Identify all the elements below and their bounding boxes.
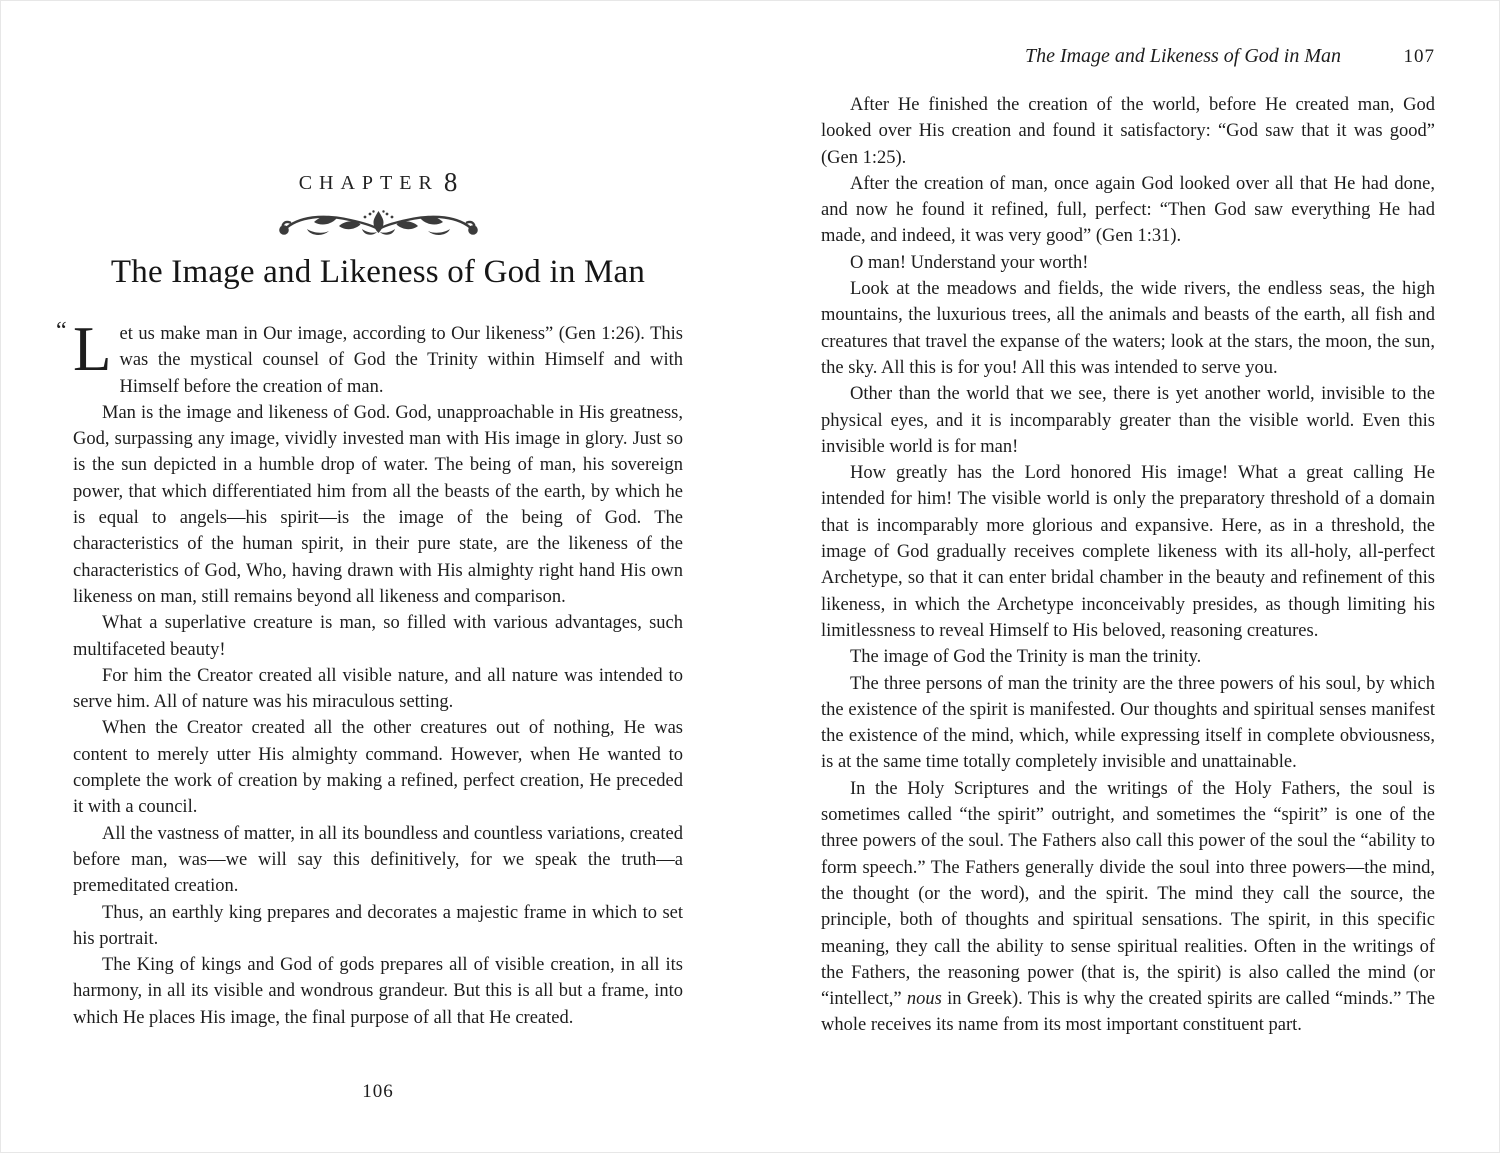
chapter-number: 8	[443, 167, 458, 197]
paragraph: How greatly has the Lord honored His image! What a great calling He intended for him! The visible world is only the preparatory threshold of a domain that is incomparably more glorious and expansive. Here, as in a threshold, the image of God gradually receives complete likeness with its all-holy, all-perfect Archetype, so that it can enter bridal chamber in the beauty and refinement of this likeness, in which the Archetype inconceivably presides, as though limiting his limitlessness to reveal Himself to His beloved, reasoning creatures.	[821, 463, 1435, 641]
paragraph: After the creation of man, once again God looked over all that He had done, and now he found it refined, full, perfect: “Then God saw everything He had made, and indeed, it was very good” (Gen 1:31).	[821, 173, 1435, 247]
chapter-label: CHAPTER	[298, 172, 439, 194]
page-right-body	[821, 92, 1435, 1039]
running-header	[821, 45, 1435, 72]
paragraph: For him the Creator created all visible nature, and all nature was intended to serve him. All of nature was his miraculous setting.	[73, 665, 683, 713]
paragraph: The three persons of man the trinity are the three powers of his soul, by which the existence of the spirit is manifested. Our thoughts and spiritual senses manifest the existence of the mind, which, while expressing itself in complete obviousness, is at the same time totally completely invisible and unattainable.	[821, 673, 1435, 773]
paragraph: Look at the meadows and fields, the wide rivers, the endless seas, the high mountains, the luxurious trees, all the animals and beasts of the earth, all fish and creatures that travel the expanse of the waters; look at the stars, the moon, the sun, the sky. All this is for you! All this was intended to serve you.	[821, 279, 1435, 378]
page-number-left: 106	[362, 1081, 394, 1102]
paragraph: The King of kings and God of gods prepares all of visible creation, in all its harmony, in all its visible and wondrous grandeur. But this is all but a frame, into which He places His image, the final purpose of all that He created.	[73, 955, 683, 1028]
running-header-title: The Image and Likeness of God in Man	[1024, 45, 1342, 67]
paragraph: O man! Understand your worth!	[850, 252, 1089, 273]
paragraph: After He finished the creation of the world, before He created man, God looked over His creation and found it satisfactory: “God saw that it was good” (Gen 1:25).	[821, 95, 1435, 168]
chapter-heading	[73, 167, 683, 198]
paragraph: When the Creator created all the other creatures out of nothing, He was content to merely utter His almighty command. However, when He wanted to complete the work of creation by making a refined, perfect creation, He preceded it with a council.	[73, 718, 683, 818]
page-number-right: 107	[1403, 46, 1435, 67]
paragraph: Man is the image and likeness of God. God, unapproachable in His greatness, God, surpassing any image, vividly invested man with His image in glory. Just so is the sun depicted in a humble drop of water. The being of man, his sovereign power, that which differentiated him from all the beasts of the earth, by which he is equal to angels—his spirit—is the image of the being of God. The characteristics of the human spirit, in their pure state, are the likeness of the characteristics of God, Who, having drawn with His almighty right hand His own likeness on man, still remains beyond all likeness and comparison.	[73, 402, 683, 607]
drop-cap: L	[73, 314, 112, 384]
paragraph: Thus, an earthly king prepares and decorates a majestic frame in which to set his portrait.	[73, 902, 683, 949]
chapter-ornament	[73, 208, 683, 242]
paragraph-text: in Greek). This is why the created spirits are called “minds.” The whole receives its name from its most important constituent part.	[821, 989, 1435, 1036]
page-right	[821, 1, 1435, 1039]
paragraph: Other than the world that we see, there is yet another world, invisible to the physical eyes, and it is incomparably greater than the visible world. Even this invisible world is for man!	[821, 384, 1435, 457]
paragraph-text: In the Holy Scriptures and the writings of the Holy Fathers, the soul is sometimes called “the spirit” outright, and sometimes the “spirit” is one of the three powers of the soul. The Fathers also call this power of the soul the “ability to form speech.” The Fathers generally divide the soul into three powers—the mind, the thought (or the word), and the spirit. The mind they call the source, the principle, both of thoughts and spiritual sensations. The spirit, in this specific meaning, they call the ability to sense spiritual realities. Often in the writings of the Fathers, the reasoning power (that is, the spirit) is also called the mind (or “intellect,”	[821, 778, 1435, 1010]
italic-term: nous	[906, 989, 942, 1010]
page-left-body	[56, 314, 683, 1031]
paragraph-text: et us make man in Our image, according to Our likeness” (Gen 1:26). This was the mystical counsel of God the Trinity within Himself and with Himself before the creation of man.	[119, 324, 683, 397]
paragraph	[821, 776, 1435, 1039]
paragraph: All the vastness of matter, in all its boundless and countless variations, created before man, was—we will say this definitively, for we speak the truth—a premeditated creation.	[73, 823, 683, 897]
hanging-quote: “	[56, 318, 67, 344]
paragraph: The image of God the Trinity is man the trinity.	[850, 647, 1202, 668]
paragraph	[56, 314, 683, 400]
chapter-title: The Image and Likeness of God in Man	[110, 254, 646, 290]
floral-flourish-icon	[276, 208, 481, 242]
paragraph: What a superlative creature is man, so filled with various advantages, such multifaceted beauty!	[73, 613, 683, 660]
page-left	[56, 1, 683, 1102]
